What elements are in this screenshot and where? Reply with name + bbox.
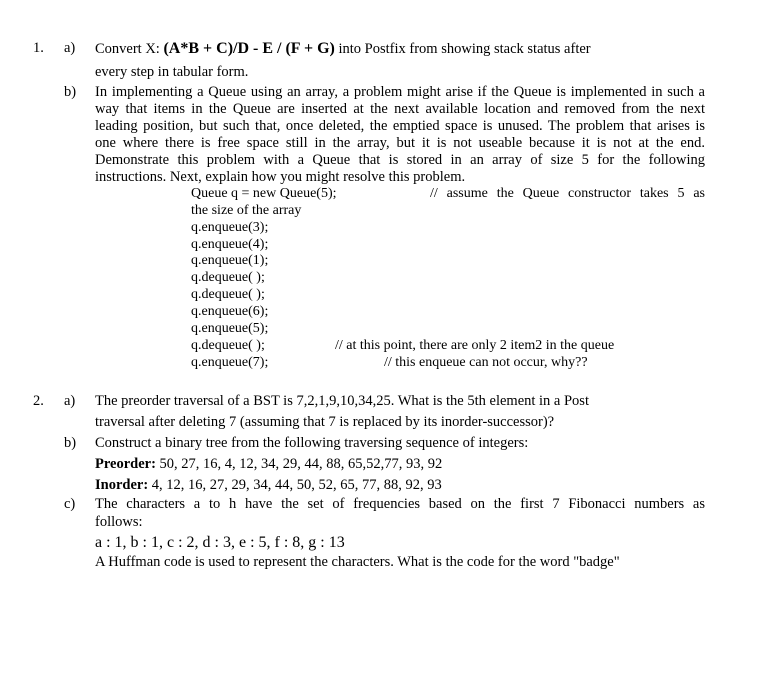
inorder-label: Inorder: [95, 477, 149, 493]
question-1a-prefix: Convert X: [95, 41, 164, 57]
question-1-number: 1. [33, 40, 44, 56]
huffman-word: "badge" [573, 554, 620, 570]
question-1b-line-5: Demonstrate this problem with a Queue that is stored in an array of size 5 for the following [95, 152, 705, 168]
code-line-dequeue-2: q.dequeue( ); [191, 287, 265, 302]
code-line-dequeue-1: q.dequeue( ); [191, 270, 265, 285]
frequency-list: a : 1, b : 1, c : 2, d : 3, e : 5, f : 8, g : 13 [95, 534, 345, 551]
code-line-enqueue-4: q.enqueue(4); [191, 237, 269, 252]
question-2c-letter: c) [64, 496, 76, 512]
question-2c-line-2: follows: [95, 514, 143, 530]
preorder-values: 50, 27, 16, 4, 12, 34, 29, 44, 88, 65,52,77, 93, 92 [155, 456, 443, 472]
question-1a-letter: a) [64, 40, 76, 56]
question-1a-suffix: into Postfix from showing stack status after [334, 41, 591, 57]
question-2b-line-1: Construct a binary tree from the following traversing sequence of integers: [95, 435, 529, 451]
code-line-enqueue-6: q.enqueue(6); [191, 304, 269, 319]
question-2a-line-2: traversal after deleting 7 (assuming that 7 is replaced by its inorder-successor)? [95, 414, 555, 430]
code-line-dequeue-3: q.dequeue( ); [191, 338, 265, 353]
question-1b-line-1: In implementing a Queue using an array, a problem might arise if the Queue is implemented in such a [95, 84, 705, 100]
huffman-question: A Huffman code is used to represent the characters. What is the code for the word [95, 554, 574, 570]
question-1b-line-4: one where there is free space still in the array, but it is not useable because it is not at the end. [95, 135, 705, 151]
inorder-values: 4, 12, 16, 27, 29, 34, 44, 50, 52, 65, 77, 88, 92, 93 [148, 477, 442, 493]
question-1a-line-2: every step in tabular form. [95, 64, 249, 80]
infix-expression: (A*B + C)/D - E / (F + G) [163, 40, 335, 57]
question-2c-line-4 [95, 554, 620, 571]
queue-declaration-comment: // assume the Queue constructor takes 5 as [430, 186, 705, 201]
question-1b-line-2: way that items in the Queue are inserted at the next available location and removed from the next [95, 101, 705, 117]
question-2-number: 2. [33, 393, 44, 409]
question-1a-line-1 [95, 40, 591, 58]
question-1b-letter: b) [64, 84, 77, 100]
dequeue-comment: // at this point, there are only 2 item2 in the queue [335, 338, 615, 353]
question-2b-letter: b) [64, 435, 77, 451]
queue-declaration: Queue q = new Queue(5); [191, 186, 337, 201]
question-1b-line-3: leading position, but such that, once deleted, the emptied space is unused. The problem that arises is [95, 118, 705, 134]
enqueue-comment: // this enqueue can not occur, why?? [384, 355, 588, 370]
code-line-enqueue-3: q.enqueue(3); [191, 220, 269, 235]
inorder-line [95, 477, 442, 494]
queue-declaration-comment-continued: the size of the array [191, 203, 302, 218]
code-line-enqueue-7: q.enqueue(7); [191, 355, 269, 370]
preorder-label: Preorder: [95, 456, 156, 472]
question-1b-line-6: instructions. Next, explain how you might resolve this problem. [95, 169, 466, 185]
code-line-enqueue-1: q.enqueue(1); [191, 253, 269, 268]
code-line-enqueue-5: q.enqueue(5); [191, 321, 269, 336]
question-2c-line-1: The characters a to h have the set of frequencies based on the first 7 Fibonacci numbers as [95, 496, 705, 512]
preorder-line [95, 456, 442, 473]
question-2a-letter: a) [64, 393, 76, 409]
question-2a-line-1: The preorder traversal of a BST is 7,2,1,9,10,34,25. What is the 5th element in a Post [95, 393, 589, 409]
